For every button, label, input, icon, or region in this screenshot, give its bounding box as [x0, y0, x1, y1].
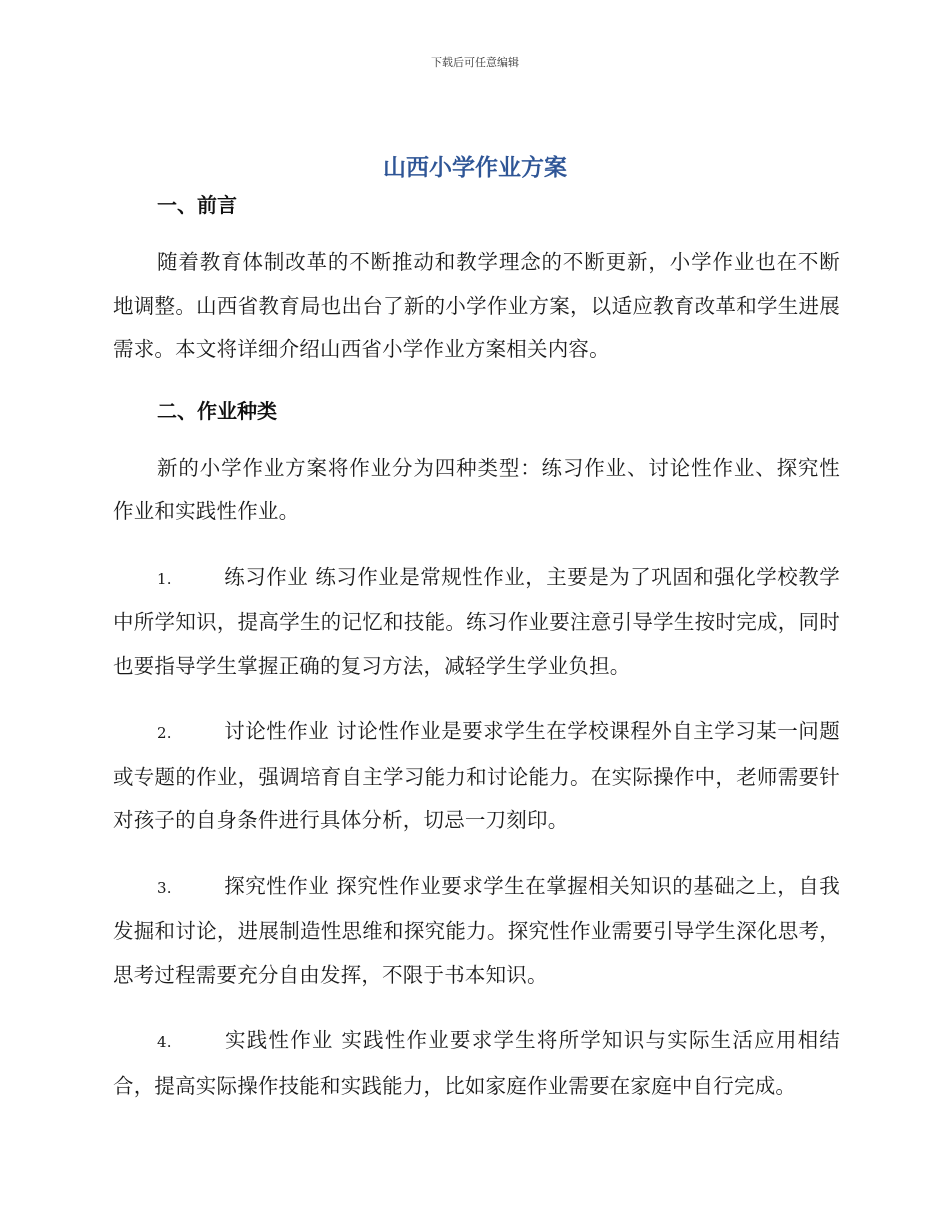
page-header-note: 下载后可任意编辑: [431, 56, 519, 69]
list-item-text: 练习作业 练习作业是常规性作业，主要是为了巩固和强化学校教学中所学知识，提高学生的记忆和技能。练习作业要注意引导学生按时完成，同时也要指导学生掌握正确的复习方法，减轻学生学业负担。: [113, 564, 840, 678]
section-heading-homework-types: 二、作业种类: [157, 398, 277, 423]
preface-paragraph: 随着教育体制改革的不断推动和教学理念的不断更新，小学作业也在不断地调整。山西省教育局也出台了新的小学作业方案，以适应教育改革和学生进展需求。本文将详细介绍山西省小学作业方案相关内容。: [113, 250, 840, 361]
list-item-number: 2.: [157, 724, 172, 742]
list-item: [113, 865, 840, 998]
document-title: 山西小学作业方案: [383, 155, 567, 181]
list-item-number: 4.: [157, 1033, 172, 1051]
document-body: [113, 188, 840, 1108]
list-item-number: 1.: [157, 569, 172, 588]
list-item-text: 探究性作业 探究性作业要求学生在掌握相关知识的基础之上，自我发掘和讨论，进展制造性思维和探究能力。探究性作业需要引导学生深化思考，思考过程需要充分自由发挥，不限于书本知识。: [113, 873, 840, 987]
list-item-text: 实践性作业 实践性作业要求学生将所学知识与实际生活应用相结合，提高实际操作技能和实践能力，比如家庭作业需要在家庭中自行完成。: [113, 1028, 840, 1098]
list-item: [113, 710, 840, 843]
list-item: [113, 1019, 840, 1108]
section-heading-preface: 一、前言: [157, 193, 237, 217]
list-item-number: 3.: [157, 878, 172, 897]
list-item: [113, 556, 840, 689]
homework-types-intro: 新的小学作业方案将作业分为四种类型：练习作业、讨论性作业、探究性作业和实践性作业。: [113, 455, 840, 523]
list-item-text: 讨论性作业 讨论性作业是要求学生在学校课程外自主学习某一问题或专题的作业，强调培育自主学习能力和讨论能力。在实际操作中，老师需要针对孩子的自身条件进行具体分析，切忌一刀刻印。: [113, 719, 840, 832]
